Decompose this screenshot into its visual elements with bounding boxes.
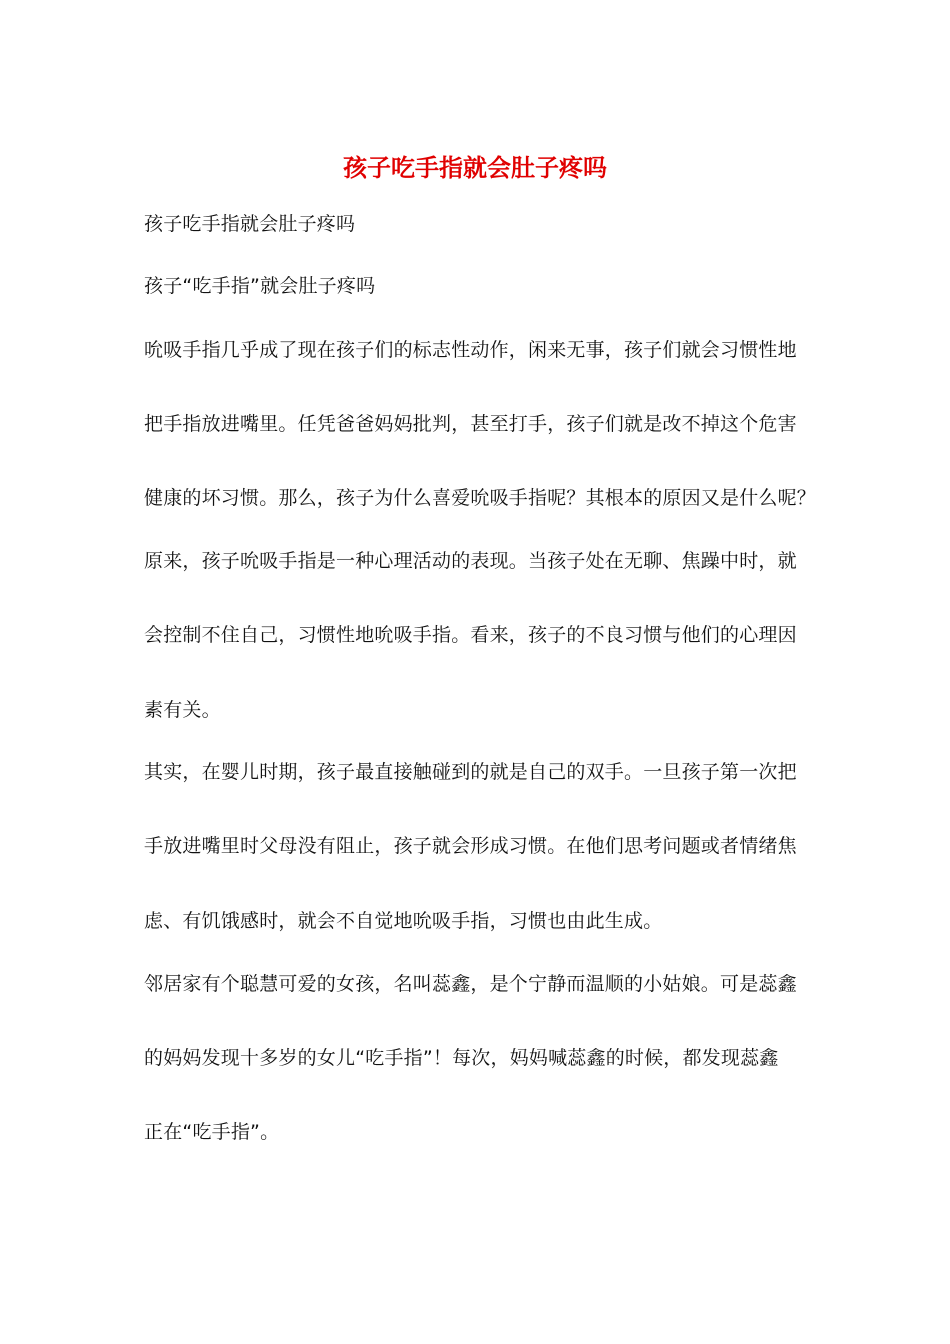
paragraph-line: 原来，孩子吮吸手指是一种心理活动的表现。当孩子处在无聊、焦躁中时，就 [144,550,797,572]
paragraph-line: 其实，在婴儿时期，孩子最直接触碰到的就是自己的双手。一旦孩子第一次把 [144,761,797,783]
paragraph-line: 手放进嘴里时父母没有阻止，孩子就会形成习惯。在他们思考问题或者情绪焦 [144,835,797,857]
paragraph-line: 邻居家有个聪慧可爱的女孩，名叫蕊鑫，是个宁静而温顺的小姑娘。可是蕊鑫 [144,973,797,995]
paragraph-line: 虑、有饥饿感时，就会不自觉地吮吸手指，习惯也由此生成。 [144,910,663,932]
document-title: 孩子吃手指就会肚子疼吗 [343,153,607,182]
paragraph-line: 吮吸手指几乎成了现在孩子们的标志性动作，闲来无事，孩子们就会习惯性地 [144,339,797,361]
paragraph-line: 健康的坏习惯。那么，孩子为什么喜爱吮吸手指呢？其根本的原因又是什么呢？ [144,487,817,509]
paragraph-line: 把手指放进嘴里。任凭爸爸妈妈批判，甚至打手，孩子们就是改不掉这个危害 [144,413,797,435]
section-heading: 孩子“吃手指”就会肚子疼吗 [144,275,376,297]
paragraph-line: 的妈妈发现十多岁的女儿“吃手指”！每次，妈妈喊蕊鑫的时候，都发现蕊鑫 [144,1047,779,1069]
paragraph-line: 素有关。 [144,699,221,721]
paragraph-line: 正在“吃手指”。 [144,1121,280,1143]
subtitle: 孩子吃手指就会肚子疼吗 [144,213,356,235]
paragraph-line: 会控制不住自己，习惯性地吮吸手指。看来，孩子的不良习惯与他们的心理因 [144,624,797,646]
